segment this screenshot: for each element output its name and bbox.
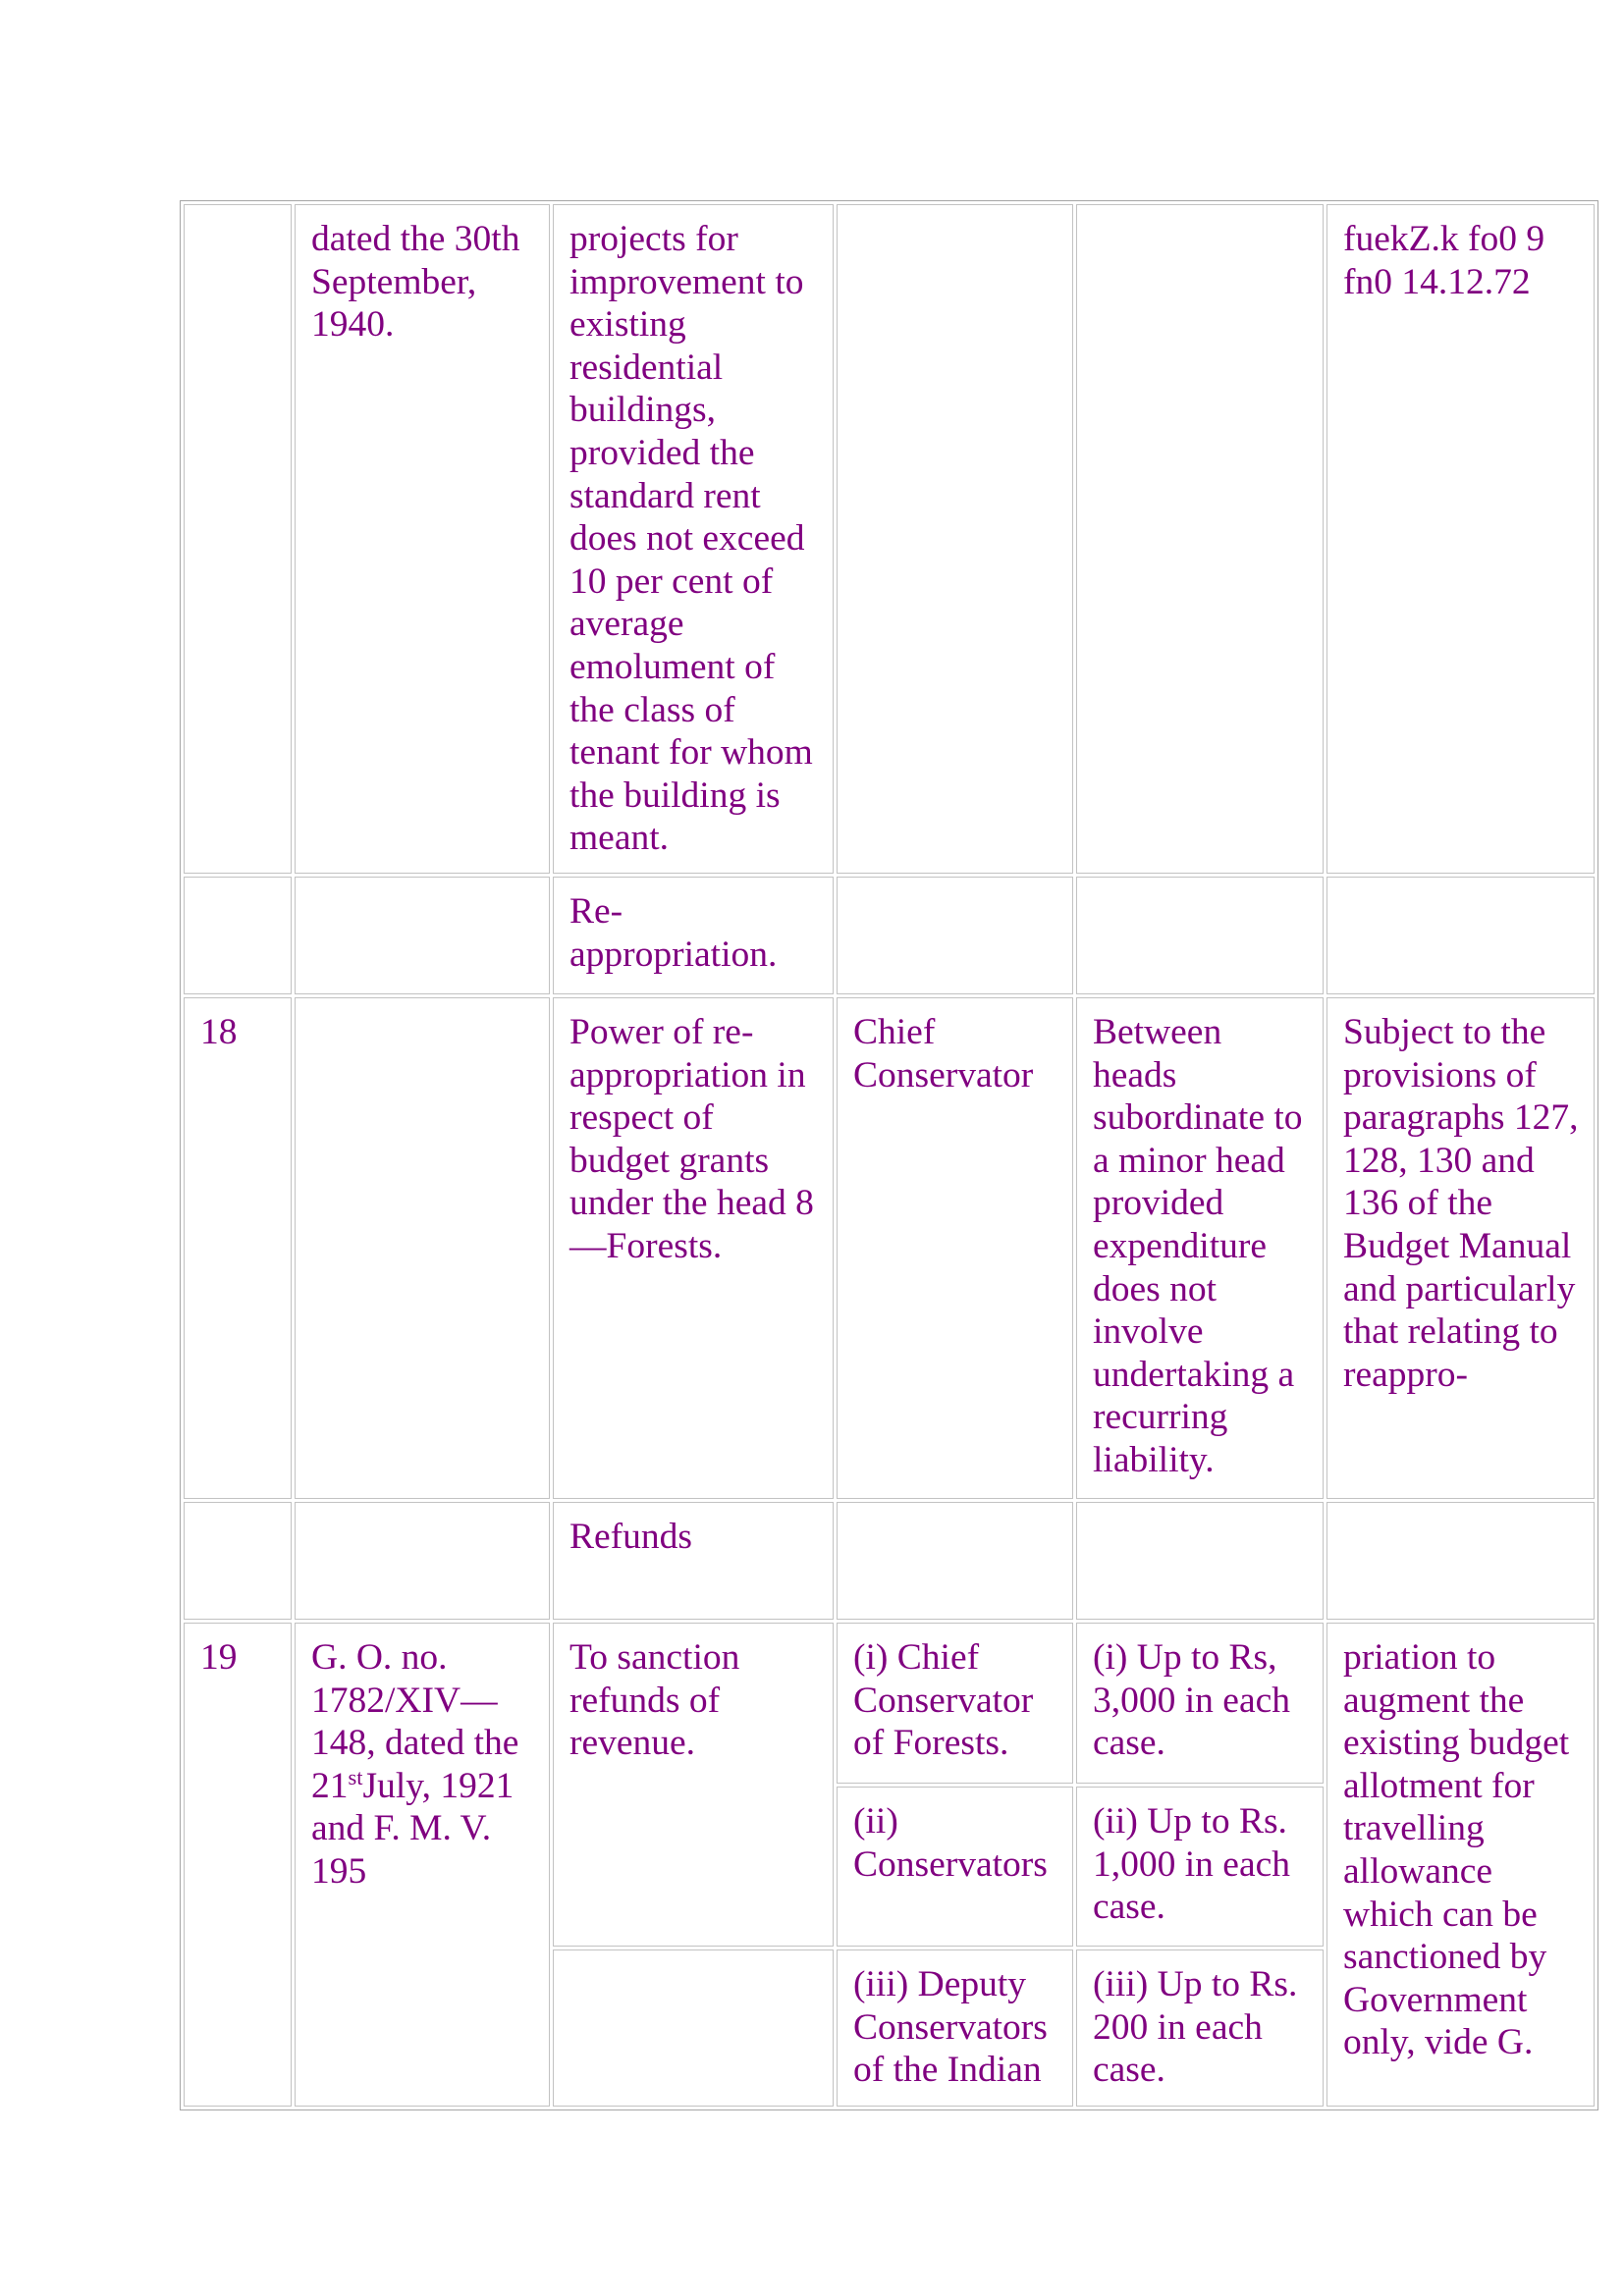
delegation-table	[180, 200, 1598, 2110]
row18-extent-cell: Between heads subordinate to a minor head provided expenditure does not involve undertaking a recurring liability.	[1076, 997, 1324, 1499]
row19-authority-cell-2: (ii) Conservators	[837, 1787, 1073, 1947]
row2-serial-cell	[184, 877, 292, 994]
row18-remarks-cell: Subject to the provisions of paragraphs 127, 128, 130 and 136 of the Budget Manual and particularly that relating to reappro-	[1326, 997, 1595, 1499]
row4-extent-cell	[1076, 1502, 1324, 1620]
row19-authority-cell-1: (i) Chief Conservator of Forests.	[837, 1623, 1073, 1784]
section-heading-refunds: Refunds	[553, 1502, 834, 1620]
row1-reference-cell: dated the 30th September, 1940.	[295, 204, 550, 874]
row19-reference-cell	[295, 1623, 550, 2107]
row18-authority-cell: Chief Conservator	[837, 997, 1073, 1499]
row18-nature-cell: Power of re-appropriation in respect of budget grants under the head 8—Forests.	[553, 997, 834, 1499]
row4-remarks-cell	[1326, 1502, 1595, 1620]
row19-nature-cell-empty	[553, 1949, 834, 2107]
row19-nature-cell: To sanction refunds of revenue.	[553, 1623, 834, 1947]
row2-authority-cell	[837, 877, 1073, 994]
row19-remarks-cell: priation to augment the existing budget allotment for travelling allowance which can be sanctioned by Government only, vide G.	[1326, 1623, 1595, 2107]
row19-extent-cell-1: (i) Up to Rs, 3,000 in each case.	[1076, 1623, 1324, 1784]
row2-extent-cell	[1076, 877, 1324, 994]
ordinal-superscript: st	[348, 1765, 363, 1790]
row2-remarks-cell	[1326, 877, 1595, 994]
reference-text-continued: July, 1921 and F. M. V. 195	[311, 1765, 514, 1892]
row19-extent-cell-2: (ii) Up to Rs. 1,000 in each case.	[1076, 1787, 1324, 1947]
row4-reference-cell	[295, 1502, 550, 1620]
row4-serial-cell	[184, 1502, 292, 1620]
reference-text: G. O. no. 1782/XIV—148, dated the 21	[311, 1637, 519, 1806]
row4-authority-cell	[837, 1502, 1073, 1620]
row19-serial-cell: 19	[184, 1623, 292, 2107]
row19-authority-cell-3: (iii) Deputy Conservators of the Indian	[837, 1949, 1073, 2107]
row1-serial-cell	[184, 204, 292, 874]
row1-authority-cell	[837, 204, 1073, 874]
row18-serial-cell: 18	[184, 997, 292, 1499]
row1-nature-cell: projects for improvement to existing residential buildings, provided the standard rent does not exceed 10 per cent of average emolument of the class of tenant for whom the building is meant.	[553, 204, 834, 874]
row1-remarks-cell: fuekZ.k fo0 9 fn0 14.12.72	[1326, 204, 1595, 874]
row2-reference-cell	[295, 877, 550, 994]
row19-extent-cell-3: (iii) Up to Rs. 200 in each case.	[1076, 1949, 1324, 2107]
row1-extent-cell	[1076, 204, 1324, 874]
row18-reference-cell	[295, 997, 550, 1499]
section-heading-reappropriation: Re-appropriation.	[553, 877, 834, 994]
